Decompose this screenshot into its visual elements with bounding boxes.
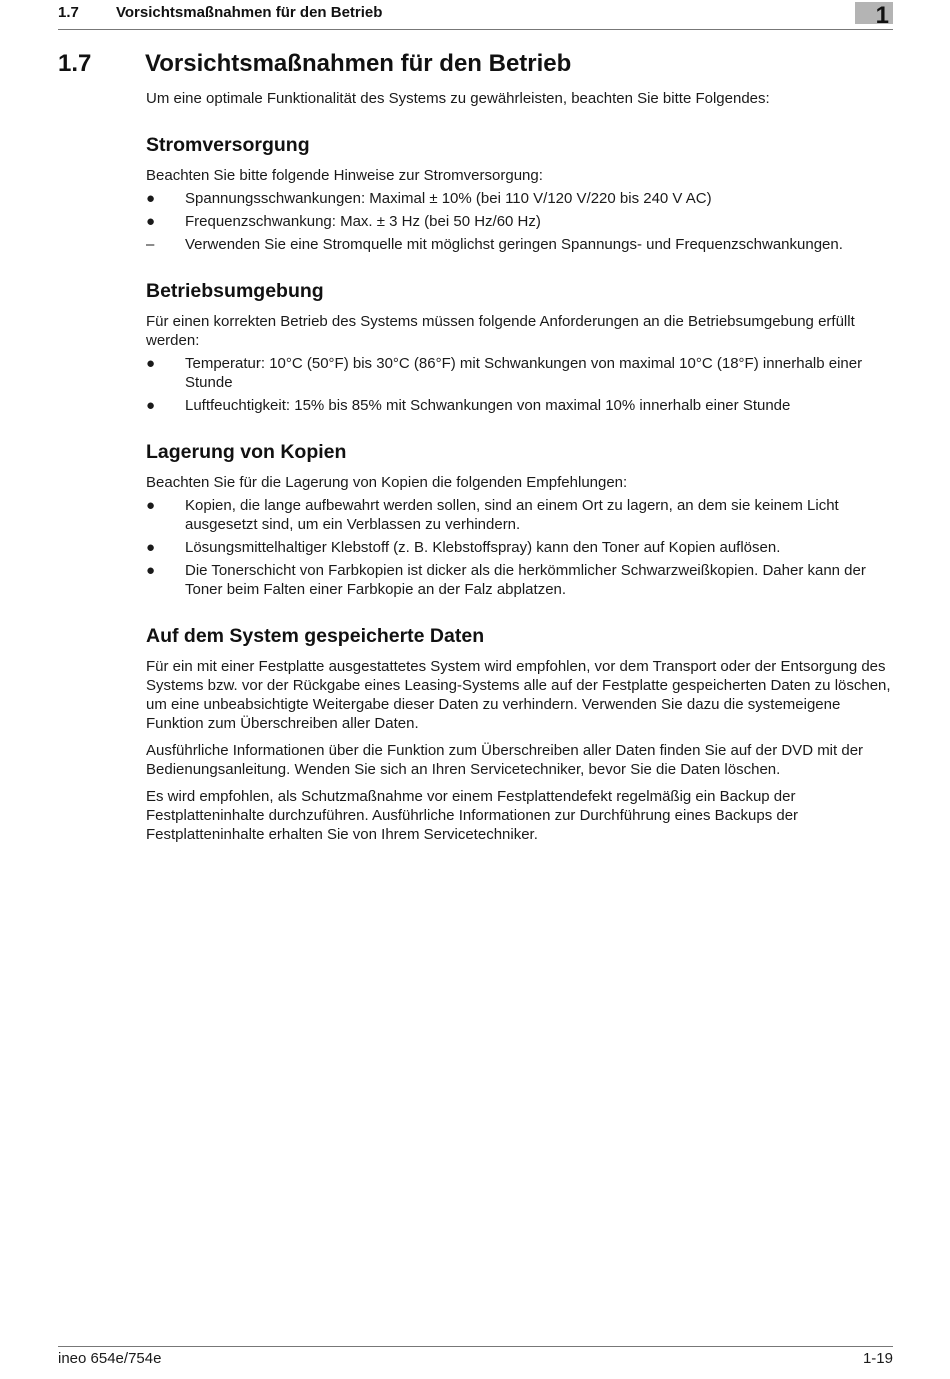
- list-item: [146, 189, 894, 208]
- list-item: [146, 396, 894, 415]
- section-heading-environment: Betriebsumgebung: [146, 280, 324, 302]
- running-header: [58, 4, 382, 21]
- bullet-icon: ●: [146, 213, 156, 230]
- bullet-icon: ●: [146, 190, 156, 207]
- list-item-text: Temperatur: 10°C (50°F) bis 30°C (86°F) mit Schwankungen von maximal 10°C (18°F) innerhalb einer Stunde: [185, 355, 863, 391]
- section-data: [146, 624, 894, 844]
- page-title-text: Vorsichtsmaßnahmen für den Betrieb: [145, 50, 572, 77]
- page-title-number: 1.7: [58, 50, 92, 77]
- paragraph: Es wird empfohlen, als Schutzmaßnahme vor einem Festplattendefekt regelmäßig ein Backup der Festplatteninhalte durchzuführen. Ausführliche Informationen zur Durchführung eines Backups der Festplatteninhalte erhalten Sie von Ihrem Servicetechniker.: [146, 788, 799, 843]
- section-power: [146, 133, 894, 254]
- list-item-text: Frequenzschwankung: Max. ± 3 Hz (bei 50 Hz/60 Hz): [185, 213, 541, 230]
- list-item-text: Verwenden Sie eine Stromquelle mit möglichst geringen Spannungs- und Frequenzschwankungen.: [185, 236, 843, 253]
- bullet-icon: ●: [146, 397, 156, 414]
- section-environment: [146, 279, 894, 415]
- power-list: [146, 189, 894, 254]
- intro-text: Um eine optimale Funktionalität des Systems zu gewährleisten, beachten Sie bitte Folgendes:: [146, 90, 770, 107]
- list-item-text: Lösungsmittelhaltiger Klebstoff (z. B. Klebstoffspray) kann den Toner auf Kopien auflösen.: [185, 539, 781, 556]
- list-item: [146, 538, 894, 557]
- bullet-icon: ●: [146, 562, 156, 579]
- paragraph: Für ein mit einer Festplatte ausgestattetes System wird empfohlen, vor dem Transport oder der Entsorgung des Systems bzw. vor der Rückgabe eines Leasing-Systems alle auf der Festplatte gespeicherten Daten zu löschen, um eine unbeabsichtigte Weitergabe dieser Daten zu verhindern. Verwenden Sie dazu die systemeigene Funktion zum Überschreiben aller Daten.: [146, 658, 891, 732]
- footer-page-number: 1-19: [862, 1350, 893, 1367]
- list-item: [146, 496, 894, 534]
- list-item-text: Kopien, die lange aufbewahrt werden sollen, sind an einem Ort zu lagern, an dem sie keinem Licht ausgesetzt sind, um ein Verblassen zu verhindern.: [185, 497, 839, 533]
- section-lead-storage: Beachten Sie für die Lagerung von Kopien die folgenden Empfehlungen:: [146, 474, 628, 491]
- bullet-icon: ●: [146, 497, 156, 514]
- header-divider: [58, 29, 893, 30]
- page-title: [58, 50, 571, 78]
- list-item-text: Die Tonerschicht von Farbkopien ist dicker als die herkömmlicher Schwarzweißkopien. Daher kann der Toner beim Falten einer Farbkopie an der Falz abplatzen.: [185, 562, 866, 598]
- section-heading-power: Stromversorgung: [146, 134, 310, 156]
- list-item: [146, 354, 894, 392]
- bullet-icon: ●: [146, 355, 156, 372]
- list-item: [146, 212, 894, 231]
- section-heading-storage: Lagerung von Kopien: [146, 441, 347, 463]
- chapter-tab: 1: [855, 2, 893, 24]
- list-item: [146, 561, 894, 599]
- list-item-text: Luftfeuchtigkeit: 15% bis 85% mit Schwankungen von maximal 10% innerhalb einer Stunde: [185, 397, 791, 414]
- section-lead-power: Beachten Sie bitte folgende Hinweise zur Stromversorgung:: [146, 167, 543, 184]
- dash-icon: –: [146, 236, 155, 253]
- bullet-icon: ●: [146, 539, 156, 556]
- running-header-number: 1.7: [58, 4, 79, 21]
- list-item-text: Spannungsschwankungen: Maximal ± 10% (bei 110 V/120 V/220 bis 240 V AC): [185, 190, 712, 207]
- storage-list: [146, 496, 894, 599]
- footer-product: ineo 654e/754e: [58, 1350, 162, 1367]
- running-header-title: Vorsichtsmaßnahmen für den Betrieb: [116, 4, 383, 21]
- list-item: [146, 235, 894, 254]
- section-heading-data: Auf dem System gespeicherte Daten: [146, 625, 485, 647]
- environment-list: [146, 354, 894, 415]
- section-storage: [146, 440, 894, 599]
- main-content: [146, 89, 894, 869]
- paragraph: Ausführliche Informationen über die Funktion zum Überschreiben aller Daten finden Sie auf der DVD mit der Bedienungsanleitung. Wenden Sie sich an Ihren Servicetechniker, bevor Sie die Daten löschen.: [146, 742, 864, 778]
- footer-divider: [58, 1346, 893, 1347]
- section-lead-environment: Für einen korrekten Betrieb des Systems müssen folgende Anforderungen an die Betriebsumgebung erfüllt werden:: [146, 313, 855, 349]
